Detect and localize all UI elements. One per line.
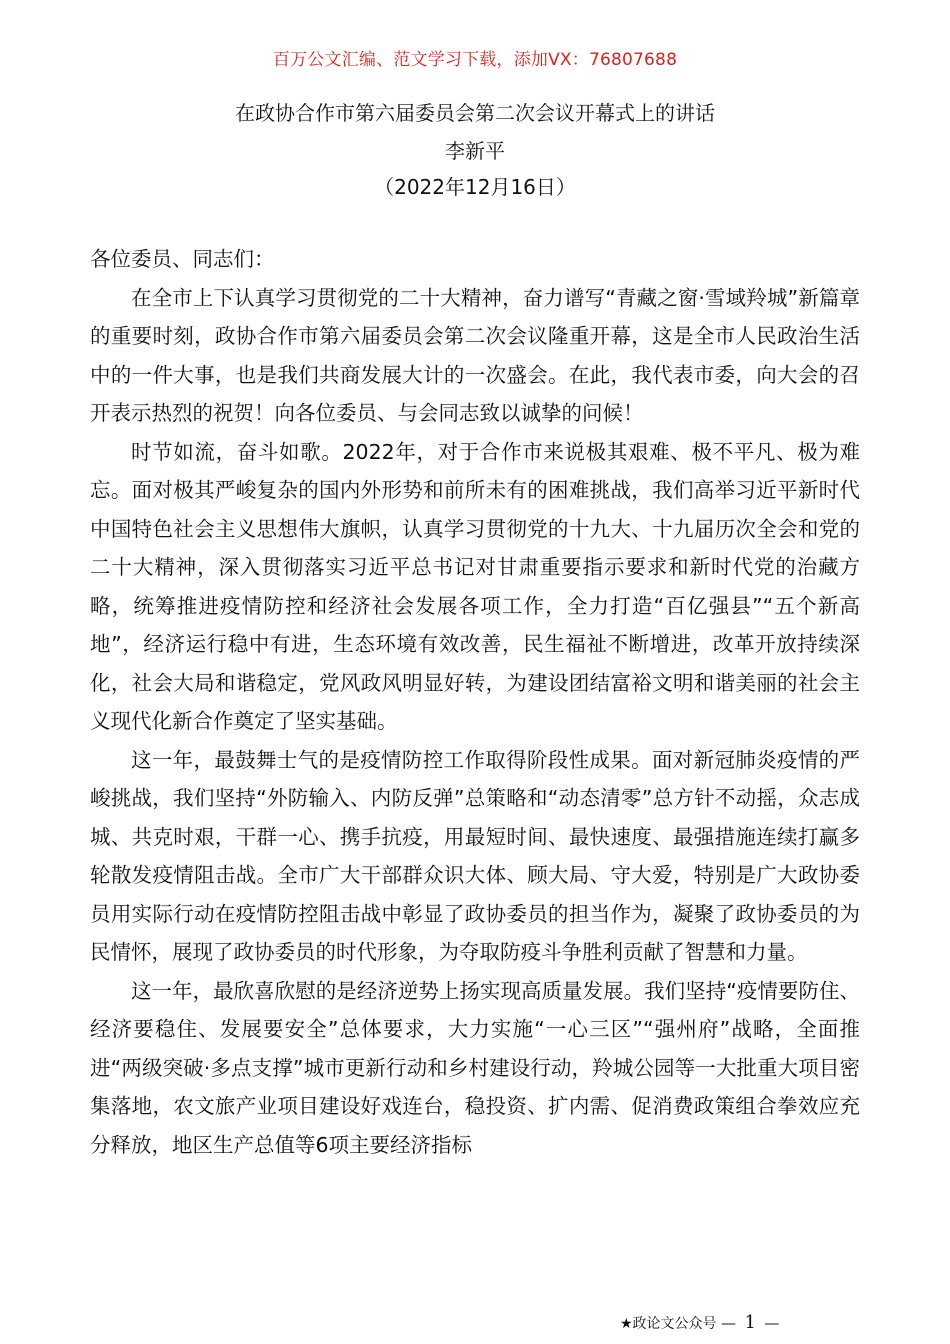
footer-dash-right: — [764,1314,780,1332]
author-name: 李新平 [445,139,505,163]
paragraph-1: 在全市上下认真学习贯彻党的二十大精神，奋力谱写“青藏之窗·雪域羚城”新篇章的重要时刻，政协合作市第六届委员会第二次会议隆重开幕，这是全市人民政治生活中的一件大事，也是我们共商发展大计的一次盛会。在此，我代表市委，向大会的召开表示热烈的祝贺！向各位委员、与会同志致以诚挚的问候！ [90,285,860,425]
page-number: 1 [744,1312,756,1333]
footer-dash-left: — [721,1314,737,1332]
speech-date: （2022年12月16日） [374,175,576,199]
salutation: 各位委员、同志们： [90,247,275,271]
paragraph-3: 这一年，最鼓舞士气的是疫情防控工作取得阶段性成果。面对新冠肺炎疫情的严峻挑战，我们坚持“外防输入、内防反弹”总策略和“动态清零”总方针不动摇，众志成城、共克时艰，干群一心、携手抗疫，用最短时间、最快速度、最强措施连续打赢多轮散发疫情阻击战。全市广大干部群众识大体、顾大局、守大爱，特别是广大政协委员用实际行动在疫情防控阻击战中彰显了政协委员的担当作为，凝聚了政协委员的为民情怀，展现了政协委员的时代形象，为夺取防疫斗争胜利贡献了智慧和力量。 [90,747,860,964]
paragraph-2: 时节如流，奋斗如歌。2022年，对于合作市来说极其艰难、极不平凡、极为难忘。面对极其严峻复杂的国内外形势和前所未有的困难挑战，我们高举习近平新时代中国特色社会主义思想伟大旗帜，认真学习贯彻党的十九大、十九届历次全会和党的二十大精神，深入贯彻落实习近平总书记对甘肃重要指示要求和新时代党的治藏方略，统筹推进疫情防控和经济社会发展各项工作，全力打造“百亿强县”“五个新高地”，经济运行稳中有进，生态环境有效改善，民生福祉不断增进，改革开放持续深化，社会大局和谐稳定，党风政风明显好转，为建设团结富裕文明和谐美丽的社会主义现代化新合作奠定了坚实基础。 [90,439,860,733]
header-banner: 百万公文汇编、范文学习下载，添加VX：76807688 [272,50,678,70]
document-body [90,240,860,1164]
page-footer [620,1311,779,1336]
paragraph-4: 这一年，最欣喜欣慰的是经济逆势上扬实现高质量发展。我们坚持“疫情要防住、经济要稳住、发展要安全”总体要求，大力实施“一心三区”“强州府”战略，全面推进“两级突破·多点支撑”城市更新行动和乡村建设行动，羚城公园等一大批重大项目密集落地，农文旅产业项目建设好戏连台，稳投资、扩内需、促消费政策组合拳效应充分释放，地区生产总值等6项主要经济指标 [90,978,860,1157]
footer-source: ★政论文公众号 [620,1316,717,1332]
document-title: 在政协合作市第六届委员会第二次会议开幕式上的讲话 [235,101,715,125]
